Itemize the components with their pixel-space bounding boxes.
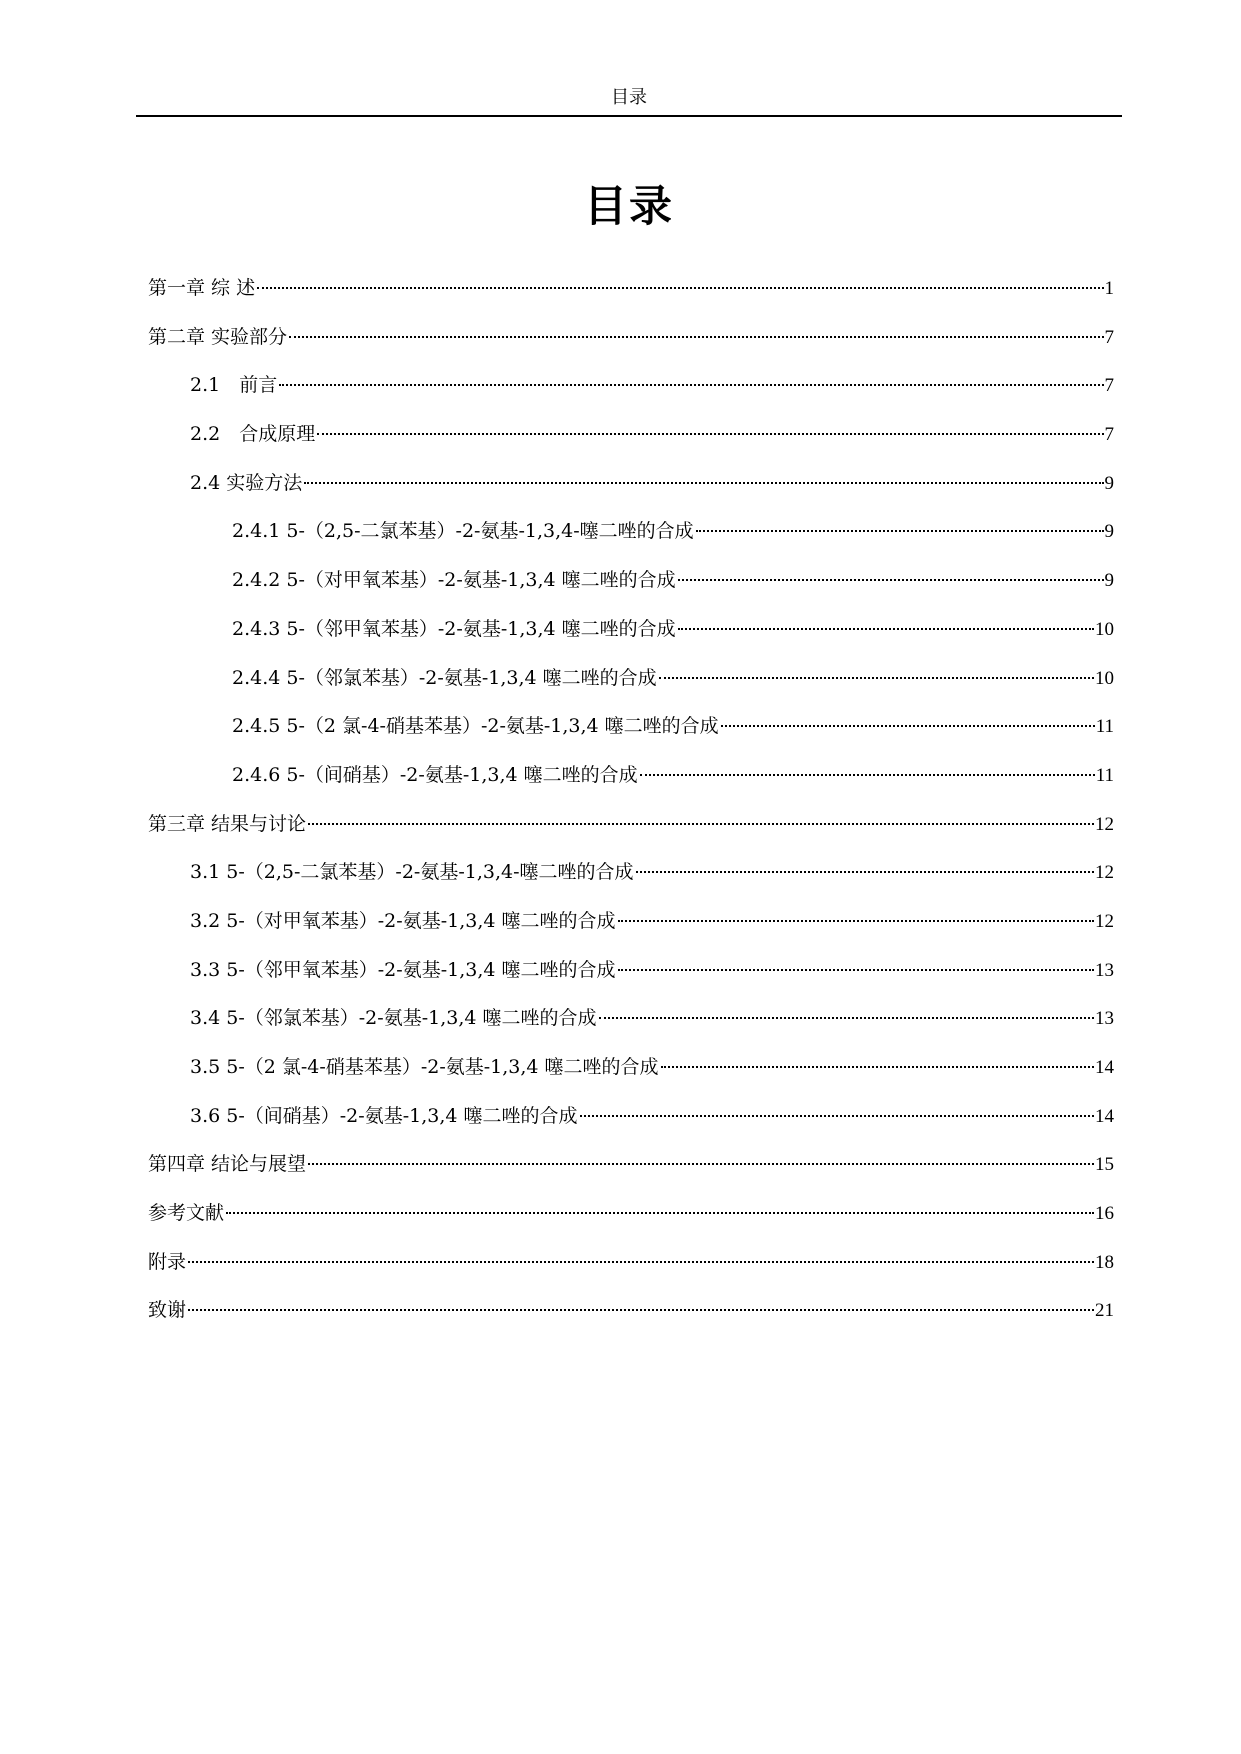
- toc-page-number: 14: [1095, 1057, 1114, 1078]
- toc-page-number: 11: [1095, 764, 1114, 786]
- toc-entry-text: 3.2 5-（对甲氧苯基）-2-氨基-1,3,4 噻二唑的合成: [190, 909, 616, 932]
- toc-entry[interactable]: [148, 755, 1114, 804]
- toc-entry[interactable]: [148, 658, 1114, 707]
- toc-leader: [721, 706, 1095, 732]
- toc-page-number: 7: [1104, 375, 1114, 397]
- toc-entry-text: 第四章 结论与展望: [148, 1153, 307, 1176]
- toc-leader: [659, 658, 1094, 684]
- page-title: 目录: [584, 181, 674, 232]
- toc-entry-text: 2.4.5 5-（2 氯-4-硝基苯基）-2-氨基-1,3,4 噻二唑的合成: [232, 715, 719, 738]
- toc-leader: [317, 414, 1103, 440]
- toc-entry-text: 3.1 5-（2,5-二氯苯基）-2-氨基-1,3,4-噻二唑的合成: [190, 861, 634, 884]
- toc-entry[interactable]: [148, 804, 1114, 853]
- toc-entry-text: 2.2 合成原理: [190, 423, 316, 446]
- toc-page-number: 14: [1095, 1105, 1114, 1127]
- toc-page-number: 12: [1095, 862, 1114, 884]
- toc-entry[interactable]: [148, 901, 1114, 950]
- toc-page-number: 10: [1095, 667, 1114, 689]
- toc-page-number: 13: [1095, 1008, 1114, 1030]
- toc-page-number: 13: [1095, 959, 1114, 981]
- toc-page-number: 12: [1095, 813, 1114, 835]
- toc-page-number: 7: [1104, 424, 1114, 446]
- toc-page-number: 9: [1104, 521, 1114, 543]
- toc-leader: [580, 1096, 1095, 1122]
- running-header: 目录: [611, 87, 647, 108]
- toc-leader: [289, 317, 1103, 343]
- toc-page-number: 9: [1104, 570, 1114, 592]
- toc-entry[interactable]: [148, 998, 1114, 1047]
- toc-leader: [308, 804, 1094, 830]
- toc-entry[interactable]: [148, 1193, 1114, 1242]
- toc-page-number: 1: [1104, 278, 1114, 299]
- toc-leader: [696, 511, 1104, 537]
- toc-entry[interactable]: [148, 1096, 1114, 1145]
- toc-entry-text: 3.4 5-（邻氯苯基）-2-氨基-1,3,4 噻二唑的合成: [190, 1007, 597, 1030]
- toc-leader: [661, 1047, 1094, 1073]
- toc-entry-text: 附录: [148, 1250, 187, 1273]
- toc-leader: [640, 755, 1095, 781]
- toc-leader: [226, 1193, 1094, 1219]
- toc-entry-text: 致谢: [148, 1299, 187, 1322]
- toc-entry-text: 第三章 结果与讨论: [148, 812, 307, 835]
- toc-entry[interactable]: [148, 852, 1114, 901]
- toc-page-number: 15: [1095, 1154, 1114, 1176]
- toc-entry-text: 3.5 5-（2 氯-4-硝基苯基）-2-氨基-1,3,4 噻二唑的合成: [190, 1056, 659, 1078]
- toc-entry-text: 2.4.3 5-（邻甲氧苯基）-2-氨基-1,3,4 噻二唑的合成: [232, 617, 676, 640]
- toc-leader: [188, 1290, 1094, 1316]
- toc-leader: [678, 609, 1094, 635]
- toc-page-number: 9: [1104, 472, 1114, 494]
- toc-leader: [678, 560, 1104, 586]
- toc-entry[interactable]: [148, 1242, 1114, 1291]
- toc-page-number: 12: [1095, 910, 1114, 932]
- toc-entry-text: 2.4 实验方法: [190, 471, 303, 494]
- toc-leader: [308, 1144, 1094, 1170]
- toc-entry-text: 2.4.1 5-（2,5-二氯苯基）-2-氨基-1,3,4-噻二唑的合成: [232, 520, 694, 543]
- toc-entry-text: 2.4.6 5-（间硝基）-2-氨基-1,3,4 噻二唑的合成: [232, 763, 638, 786]
- toc-leader: [618, 901, 1095, 927]
- toc-leader: [599, 998, 1095, 1024]
- toc-leader: [304, 463, 1103, 489]
- header-rule: [136, 115, 1122, 117]
- toc-entry[interactable]: [148, 1144, 1114, 1193]
- toc-entry[interactable]: [148, 268, 1114, 317]
- toc-page-number: 21: [1095, 1300, 1114, 1322]
- toc-leader: [618, 950, 1095, 976]
- toc-entry-text: 3.3 5-（邻甲氧苯基）-2-氨基-1,3,4 噻二唑的合成: [190, 958, 616, 981]
- toc-leader: [257, 268, 1103, 294]
- toc-entry[interactable]: [148, 1290, 1114, 1339]
- toc-leader: [188, 1242, 1094, 1268]
- toc-leader: [636, 852, 1094, 878]
- toc-entry-text: 2.4.2 5-（对甲氧苯基）-2-氨基-1,3,4 噻二唑的合成: [232, 569, 676, 592]
- toc-entry[interactable]: [148, 1047, 1114, 1096]
- toc-page-number: 10: [1095, 618, 1114, 640]
- toc-entry-text: 第一章 综 述: [148, 277, 256, 299]
- toc-entry-text: 3.6 5-（间硝基）-2-氨基-1,3,4 噻二唑的合成: [190, 1104, 578, 1127]
- toc-page-number: 11: [1095, 716, 1114, 738]
- toc-entry-text: 第二章 实验部分: [148, 325, 288, 348]
- toc-entry[interactable]: [148, 560, 1114, 609]
- toc-entry[interactable]: [148, 414, 1114, 463]
- toc-page-number: 7: [1104, 326, 1114, 348]
- table-of-contents: [148, 268, 1114, 1339]
- toc-entry-text: 参考文献: [148, 1202, 225, 1225]
- toc-entry-text: 2.4.4 5-（邻氯苯基）-2-氨基-1,3,4 噻二唑的合成: [232, 666, 657, 689]
- toc-entry-text: 2.1 前言: [190, 374, 278, 397]
- toc-entry[interactable]: [148, 511, 1114, 560]
- toc-page-number: 18: [1095, 1251, 1114, 1273]
- toc-entry[interactable]: [148, 950, 1114, 999]
- toc-entry[interactable]: [148, 317, 1114, 366]
- toc-leader: [279, 365, 1103, 391]
- toc-entry[interactable]: [148, 706, 1114, 755]
- toc-entry[interactable]: [148, 365, 1114, 414]
- toc-entry[interactable]: [148, 609, 1114, 658]
- toc-page-number: 16: [1095, 1203, 1114, 1225]
- toc-entry[interactable]: [148, 463, 1114, 512]
